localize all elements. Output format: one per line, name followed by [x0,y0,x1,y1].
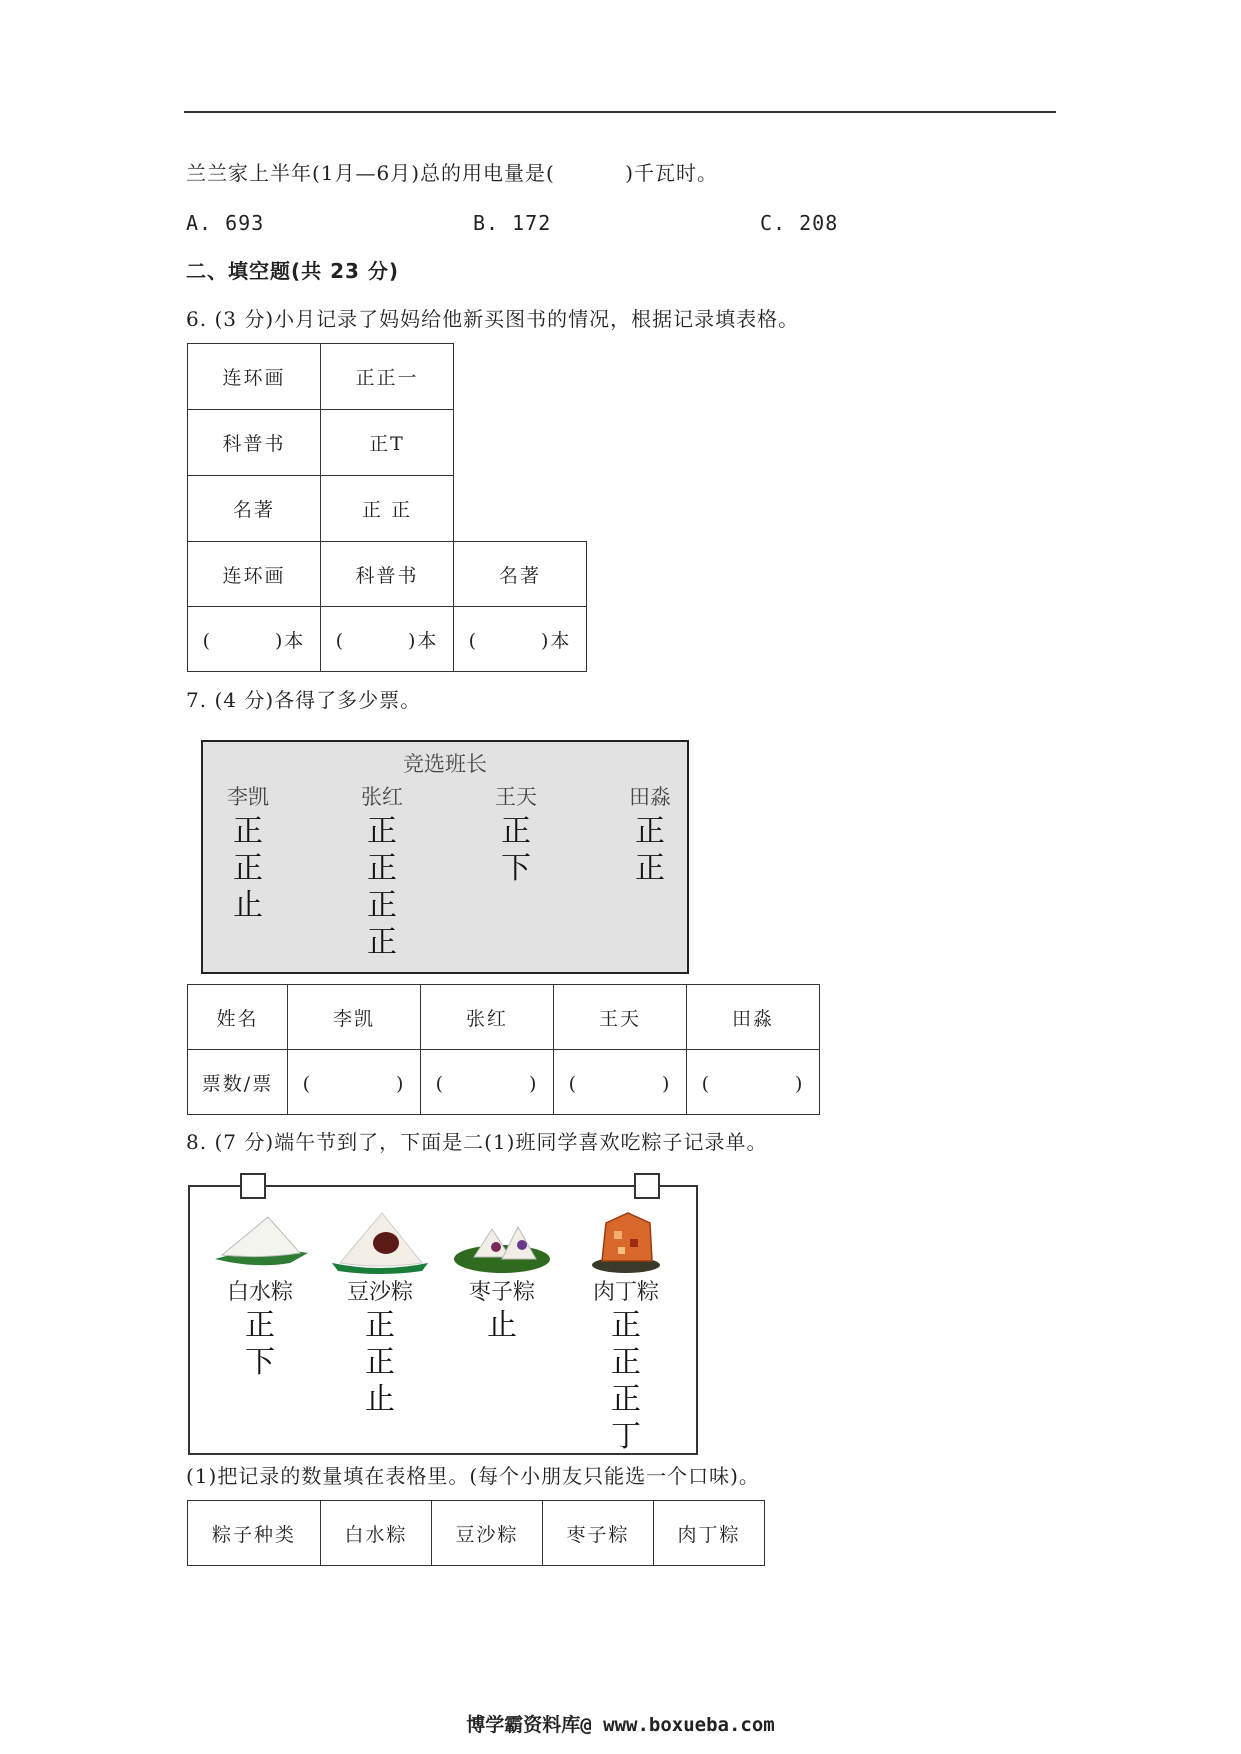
candidate-column [203,784,293,924]
vote-board-title: 竞选班长 [403,752,487,776]
q6-answer-table [187,541,587,672]
zongzi-name: 豆沙粽 [346,1280,413,1305]
q5-stem: 兰兰家上半年(1月—6月)总的用电量是( )千瓦时。 [186,161,719,185]
tally-mark: 正 [367,925,397,960]
tally-mark: 正 [611,1308,641,1343]
tally-mark: 正 [367,814,397,849]
q7-table-header: 姓名 [188,985,288,1050]
q8-table-header: 枣子粽 [543,1501,654,1566]
zongzi-column [210,1209,310,1381]
q7-table-header: 张红 [421,985,554,1050]
q6-record-label: 名著 [188,476,321,542]
q7-table-header: 田淼 [687,985,820,1050]
q6-answer-header: 连环画 [188,542,321,607]
zongzi-column [330,1209,430,1418]
tally-mark: 丁 [611,1419,641,1454]
q5-option-c: C. 208 [760,211,839,235]
tally-mark: 正 [635,851,665,886]
q8-table-header: 白水粽 [321,1501,432,1566]
tally-mark: 正 [501,814,531,849]
candidate-name: 王天 [495,785,537,809]
tally-mark: 下 [245,1345,275,1380]
candidate-name: 张红 [361,785,403,809]
q6-answer-cell[interactable]: ( )本 [321,607,454,672]
q6-record-tally: 正T [321,410,454,476]
tally-mark: 止 [233,888,263,923]
tally-mark: 正 [367,888,397,923]
footer-watermark: 博学霸资料库@ www.boxueba.com [466,1714,775,1736]
vote-board [201,740,689,974]
q8-table-header: 粽子种类 [188,1501,321,1566]
candidate-name: 田淼 [629,785,671,809]
q6-answer-cell[interactable]: ( )本 [454,607,587,672]
date-zongzi-icon [452,1209,552,1275]
q6-record-label: 科普书 [188,410,321,476]
header-rule [184,111,1056,113]
tally-mark: 下 [501,851,531,886]
q6-stem: 6. (3 分)小月记录了妈妈给他新买图书的情况，根据记录填表格。 [186,307,800,331]
meat-zongzi-icon [576,1209,676,1275]
zongzi-name: 枣子粽 [468,1280,535,1305]
zongzi-name: 肉丁粽 [592,1280,659,1305]
zongzi-column [576,1209,676,1455]
candidate-name: 李凯 [227,785,269,809]
zongzi-name: 白水粽 [226,1280,293,1305]
clip-square [240,1173,266,1199]
bean-zongzi-icon [330,1209,430,1275]
q8-table-header: 豆沙粽 [432,1501,543,1566]
q7-answer-cell[interactable]: ( ) [687,1050,820,1115]
q6-record-label: 连环画 [188,344,321,410]
tally-mark: 正 [367,851,397,886]
clip-square [634,1173,660,1199]
q7-row-label: 票数/票 [188,1050,288,1115]
tally-mark: 正 [233,814,263,849]
white-zongzi-icon [210,1209,310,1275]
tally-mark: 正 [365,1308,395,1343]
q8-table-header: 肉丁粽 [654,1501,765,1566]
q8-stem: 8. (7 分)端午节到了，下面是二(1)班同学喜欢吃粽子记录单。 [186,1130,768,1154]
q7-table-header: 李凯 [288,985,421,1050]
q6-answer-header: 科普书 [321,542,454,607]
tally-mark: 正 [233,851,263,886]
tally-mark: 正 [365,1345,395,1380]
candidate-column [471,784,561,887]
q7-stem: 7. (4 分)各得了多少票。 [186,688,422,712]
q7-vote-table [187,984,820,1115]
q6-record-tally: 正正一 [321,344,454,410]
candidate-column [605,784,695,887]
tally-mark: 正 [635,814,665,849]
tally-mark: 正 [611,1382,641,1417]
q8-sub1: (1)把记录的数量填在表格里。(每个小朋友只能选一个口味)。 [186,1464,760,1488]
tally-mark: 止 [365,1382,395,1417]
q6-answer-cell[interactable]: ( )本 [188,607,321,672]
section-title: 二、填空题(共 23 分) [186,259,400,283]
q8-zongzi-table [187,1500,765,1566]
zongzi-column [452,1209,552,1344]
q6-record-tally: 正 正 [321,476,454,542]
candidate-column [337,784,427,961]
q6-record-table [187,343,454,542]
q7-answer-cell[interactable]: ( ) [421,1050,554,1115]
q7-table-header: 王天 [554,985,687,1050]
zongzi-record-board [188,1185,698,1455]
q6-answer-header: 名著 [454,542,587,607]
tally-mark: 正 [245,1308,275,1343]
tally-mark: 正 [611,1345,641,1380]
q5-option-a: A. 693 [186,211,265,235]
q7-answer-cell[interactable]: ( ) [288,1050,421,1115]
q7-answer-cell[interactable]: ( ) [554,1050,687,1115]
tally-mark: 止 [487,1308,517,1343]
q5-option-b: B. 172 [473,211,552,235]
